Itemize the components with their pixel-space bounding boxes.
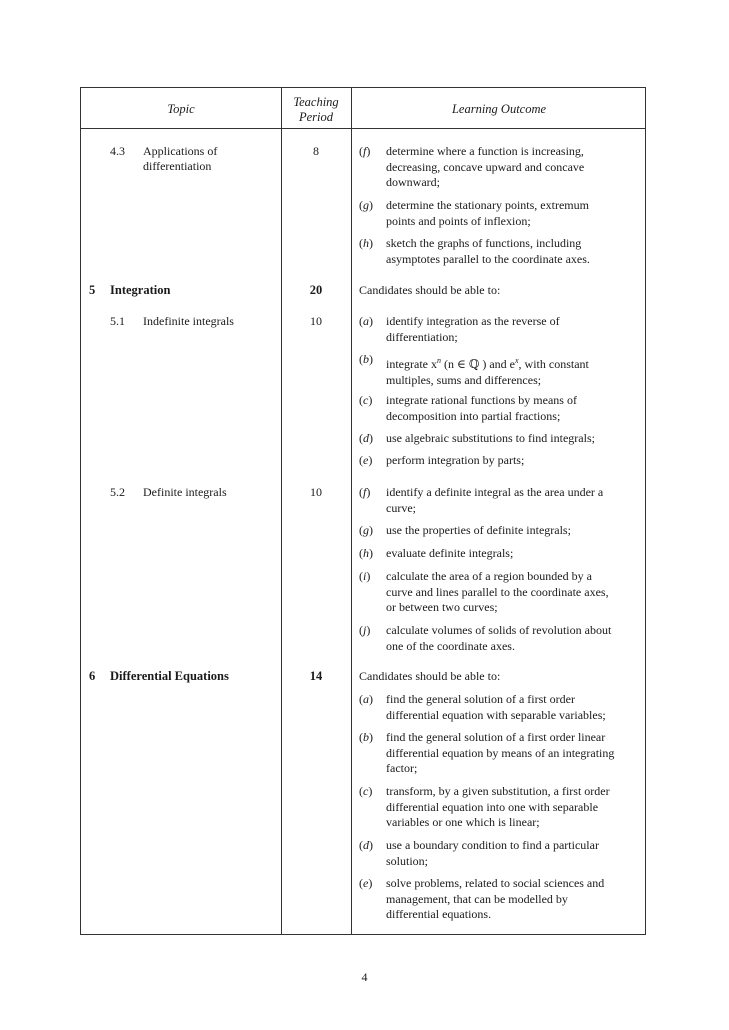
topic-title: Definite integrals (143, 485, 227, 499)
column-divider (351, 88, 352, 934)
outcome-label: c (363, 393, 369, 407)
header-teaching: Teaching (293, 95, 339, 109)
topic-number: 4.3 (110, 144, 125, 158)
teaching-period: 14 (309, 669, 323, 683)
outcome-text: determine where a function is increasing, decreasing, concave upward and concave downward; (386, 144, 585, 189)
section-title: Differential Equations (110, 669, 229, 683)
outcome-text: identify integration as the reverse of differentiation; (386, 314, 560, 344)
outcome-text: evaluate definite integrals; (386, 546, 514, 560)
syllabus-table: Topic Teaching Period Learning Outcome 4.3 Applications of differentiation 8 (f) determine where a function is increasing, decreasing, concave upward and concave downward; (g) determine the stationary points, extremum points and points of inflexion; (h) sketch the graphs of functions, including asymptotes parallel to the coordinate axes. 5 Integration 20 Candidates should be able to: 5.1 Indefinite integrals 10 (a) identify integration as the reverse of differentiation; (b) integrate $x^n$ (n ∈ ℚ ) and $e^x$, with constant multiples, sums and differences; (c) integrate rational functions by means of decomposition into partial fractions; (d) use algebraic substitutions to find integrals; (e) perform integration by parts; 5.2 Definite integrals 10 (f) identify a definite integral as the area under a curve; (g) use the properties of definite integrals; (h) evaluate definite integrals; (i) calculate the area of a region bounded by a curve and lines parallel to the coordinate axes, or between two curves; (j) calculate volumes of solids of revolution about one of the coordinate axes. 6 Differential Equations 14 Candidates should be able to: (a) find the general solution of a first order differential equation with separable variables; (b) find the general solution of a first order linear differential equation by means of an integrating factor; (c) transform, by a given substitution, a first order differential equation into one with separable variables or one which is linear; (d) use a boundary condition to find a particular solution; (e) solve problems, related to social sciences and management, that can be modelled by differential equations. (80, 87, 646, 935)
outcome-text: find the general solution of a first order differential equation with separable variables; (386, 692, 606, 722)
outcome-label: h (363, 546, 369, 560)
outcome-label: h (363, 236, 369, 250)
page-number: 4 (361, 970, 368, 984)
outcome-label: i (363, 569, 367, 583)
header-divider (81, 128, 645, 129)
outcome-label: f (363, 485, 367, 499)
outcome-label: d (363, 431, 369, 445)
outcome-text: sketch the graphs of functions, including asymptotes parallel to the coordinate axes. (386, 236, 590, 266)
outcome-text: solve problems, related to social sciences and management, that can be modelled by differential equations. (386, 876, 605, 921)
section-number: 5 (89, 283, 96, 297)
topic-title: differentiation (143, 159, 212, 173)
outcome-label: a (363, 314, 369, 328)
header-period: Period (298, 110, 334, 124)
outcome-label: a (363, 692, 369, 706)
topic-title: Applications of (143, 144, 218, 158)
outcome-text: integrate $x^n$ (n ∈ ℚ ) and $e^x$, with constant multiples, sums and differences; (386, 356, 589, 387)
outcome-label: d (363, 838, 369, 852)
outcome-label: b (363, 730, 369, 744)
topic-number: 5.1 (110, 314, 125, 328)
section-number: 6 (89, 669, 96, 683)
outcome-text: perform integration by parts; (386, 453, 525, 467)
section-intro: Candidates should be able to: (359, 669, 501, 683)
outcome-text: use the properties of definite integrals; (386, 523, 571, 537)
outcome-text: transform, by a given substitution, a first order differential equation into one with separable variables or one which is linear; (386, 784, 610, 829)
outcome-text: use algebraic substitutions to find integrals; (386, 431, 595, 445)
outcome-text: find the general solution of a first order linear differential equation by means of an integrating factor; (386, 730, 615, 775)
outcome-label: j (363, 623, 367, 637)
teaching-period: 10 (310, 485, 322, 499)
outcome-text: determine the stationary points, extremum points and points of inflexion; (386, 198, 589, 228)
outcome-label: f (363, 144, 367, 158)
topic-title: Indefinite integrals (143, 314, 234, 328)
outcome-label: c (363, 784, 369, 798)
outcome-text: identify a definite integral as the area under a curve; (386, 485, 604, 515)
teaching-period: 20 (309, 283, 323, 297)
section-title: Integration (110, 283, 171, 297)
section-intro: Candidates should be able to: (359, 283, 501, 297)
header-learning-outcome: Learning Outcome (451, 102, 547, 116)
outcome-text: calculate volumes of solids of revolution about one of the coordinate axes. (386, 623, 612, 653)
teaching-period: 10 (310, 314, 322, 328)
outcome-label: e (363, 876, 369, 890)
outcome-label: e (363, 453, 369, 467)
outcome-text: use a boundary condition to find a particular solution; (386, 838, 599, 868)
outcome-label: g (363, 198, 369, 212)
teaching-period: 8 (313, 144, 319, 158)
column-divider (281, 88, 282, 934)
topic-number: 5.2 (110, 485, 125, 499)
outcome-text: integrate rational functions by means of decomposition into partial fractions; (386, 393, 577, 423)
header-topic: Topic (167, 102, 195, 116)
outcome-label: b (363, 352, 369, 366)
outcome-text: calculate the area of a region bounded by a curve and lines parallel to the coordinate axes, or between two curves; (386, 569, 609, 614)
outcome-label: g (363, 523, 369, 537)
